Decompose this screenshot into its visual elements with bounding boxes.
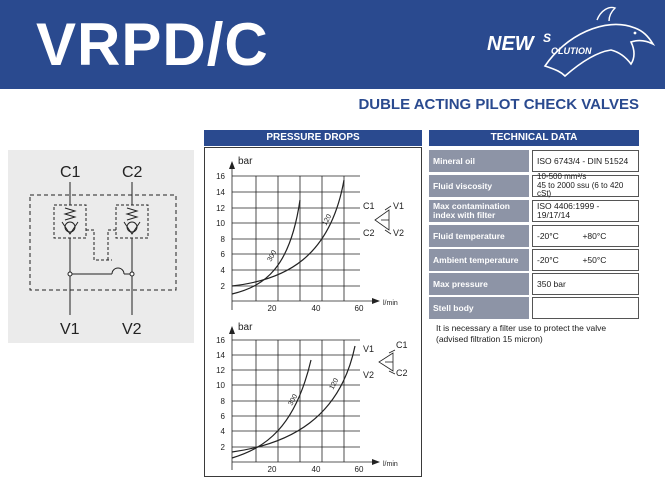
filter-note: It is necessary a filter use to protect the valve (advised filtration 15 micron) [436, 323, 607, 344]
row-label-contamination: Max contamination index with filter [429, 200, 529, 222]
chart2-ytick: 14 [216, 351, 225, 360]
logo-text-new: NEW [487, 33, 534, 55]
chart2-diag-v1: V1 [363, 344, 375, 354]
chart1-ytick: 10 [216, 219, 225, 228]
row-label-fluid-temperature: Fluid temperature [429, 225, 529, 247]
chart2-curve-label-120: 120 [328, 377, 341, 391]
chart2-ytick: 4 [220, 427, 225, 436]
chart1-diag-c1: C1 [363, 201, 375, 211]
chart1-xtick: 40 [311, 304, 321, 313]
chart1-curve-label-120: 120 [321, 213, 334, 227]
port-v1-label: V1 [60, 321, 80, 338]
hydraulic-schematic [8, 150, 194, 343]
technical-data-heading: TECHNICAL DATA [429, 130, 639, 146]
chart2-xunit: l/min [383, 461, 398, 468]
header-banner [0, 0, 665, 89]
row-value-fluid-temperature: -20°C +80°C [532, 225, 639, 247]
chart2-xtick: 40 [311, 465, 321, 474]
pressure-drops-panel [204, 147, 422, 477]
chart2-diag-c1: C1 [396, 340, 408, 350]
chart1-ytick: 14 [216, 188, 225, 197]
port-c1-label: C1 [60, 164, 81, 181]
pressure-drops-heading: PRESSURE DROPS [204, 130, 422, 146]
chart2-xtick: 20 [267, 465, 277, 474]
chart2-curve-label-300: 300 [287, 393, 300, 407]
chart1-diag-v1: V1 [393, 201, 405, 211]
table-row [429, 297, 639, 319]
chart1-ytick: 8 [220, 235, 225, 244]
row-value-fluid-viscosity: 10-500 mm²/s 45 to 2000 ssu (6 to 420 cSt) [532, 175, 639, 197]
chart2-ytick: 16 [216, 336, 225, 345]
chart1-curve-label-300: 300 [266, 249, 279, 263]
chart2-xtick: 60 [354, 465, 364, 474]
table-row [429, 172, 639, 199]
table-row [429, 249, 639, 271]
chart1-diag-c2: C2 [363, 228, 375, 238]
chart1-xtick: 60 [354, 304, 364, 313]
chart2-ytick: 6 [220, 412, 225, 421]
pressure-chart-1 [216, 156, 404, 313]
table-row [429, 273, 639, 295]
chart2-ytick: 2 [220, 443, 225, 452]
row-label-fluid-viscosity: Fluid viscosity [429, 175, 529, 197]
row-label-ambient-temperature: Ambient temperature [429, 249, 529, 271]
chart1-yunit: bar [238, 156, 253, 167]
table-row [429, 150, 639, 172]
chart1-ytick: 4 [220, 266, 225, 275]
chart1-xunit: l/min [383, 300, 398, 307]
chart2-diag-v2: V2 [363, 370, 375, 380]
chart1-ytick: 12 [216, 204, 225, 213]
row-value-mineral-oil: ISO 6743/4 - DIN 51524 [532, 150, 639, 172]
chart1-ytick: 16 [216, 172, 225, 181]
row-label-mineral-oil: Mineral oil [429, 150, 529, 172]
port-c2-label: C2 [122, 164, 143, 181]
row-value-ambient-temperature: -20°C +50°C [532, 249, 639, 271]
chart2-diag-c2: C2 [396, 368, 408, 378]
chart1-ytick: 6 [220, 250, 225, 259]
chart1-curve-300 [232, 200, 300, 294]
table-row [429, 200, 639, 222]
chart2-ytick: 10 [216, 381, 225, 390]
row-label-max-pressure: Max pressure [429, 273, 529, 295]
logo-text-olution: OLUTION [551, 46, 592, 56]
row-value-contamination: ISO 4406:1999 - 19/17/14 [532, 200, 639, 222]
page-subtitle: DUBLE ACTING PILOT CHECK VALVES [358, 96, 639, 113]
row-label-stell-body: Stell body [429, 297, 529, 319]
newsolution-logo [485, 6, 657, 84]
row-value-stell-body [532, 297, 639, 319]
product-title: VRPD/C [36, 11, 269, 78]
chart2-ytick: 12 [216, 366, 225, 375]
logo-text-s: S [543, 31, 552, 45]
row-value-max-pressure: 350 bar [532, 273, 639, 295]
chart2-yunit: bar [238, 322, 253, 333]
port-v2-label: V2 [122, 321, 142, 338]
chart1-xtick: 20 [267, 304, 277, 313]
chart1-ytick: 2 [220, 282, 225, 291]
chart2-ytick: 8 [220, 397, 225, 406]
pressure-chart-2 [216, 322, 407, 474]
chart1-diag-v2: V2 [393, 228, 405, 238]
table-row [429, 225, 639, 247]
